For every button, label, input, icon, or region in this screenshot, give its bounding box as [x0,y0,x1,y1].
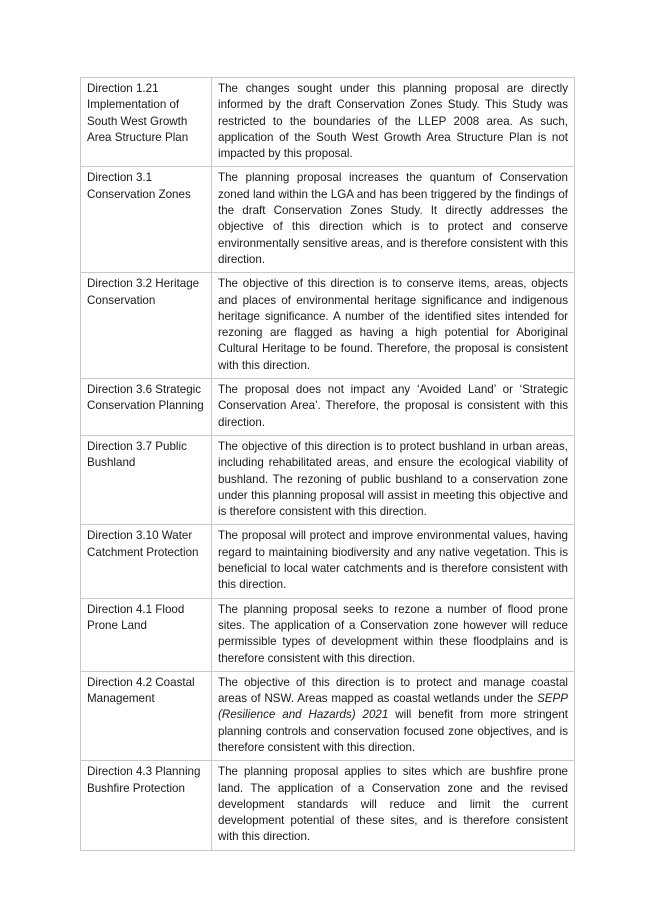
table-row [81,379,575,436]
description-text: The objective of this direction is to protect and manage coastal areas of NSW. Areas mapped as coastal wetlands under the [218,675,568,706]
direction-label: Direction 4.2 Coastal Management [81,671,212,760]
direction-label: Direction 3.7 Public Bushland [81,435,212,524]
table-row [81,525,575,598]
direction-description: The planning proposal seeks to rezone a number of flood prone sites. The application of a Conservation zone however will reduce permissible types of development within these floodplains and is therefore consistent with this direction. [212,598,575,671]
direction-label: Direction 3.10 Water Catchment Protection [81,525,212,598]
direction-description: The objective of this direction is to conserve items, areas, objects and places of environmental heritage significance and indigenous heritage significance. A number of the identified sites intended for rezoning are flagged as having a high potential for Aboriginal Cultural Heritage to be found. Therefore, the proposal is consistent with this direction. [212,273,575,379]
table-row [81,671,575,760]
sepp-reference: SEPP (Resilience and Hazards) 2021 [218,692,568,722]
ministerial-directions-table [80,77,575,851]
table-row [81,273,575,379]
direction-description: The planning proposal applies to sites which are bushfire prone land. The application of a Conservation zone and the revised development standards will reduce and limit the current development potential of these sites, and is therefore consistent with this direction. [212,761,575,850]
direction-label: Direction 4.3 Planning Bushfire Protection [81,761,212,850]
description-text: will benefit from more stringent planning controls and conservation focused zone objectives, and is therefore consistent with this direction. [218,708,568,754]
direction-label: Direction 3.6 Strategic Conservation Planning [81,379,212,436]
direction-description: The changes sought under this planning proposal are directly informed by the draft Conservation Zones Study. This Study was restricted to the boundaries of the LLEP 2008 area. As such, application of the South West Growth Area Structure Plan is not impacted by this proposal. [212,78,575,167]
direction-label: Direction 4.1 Flood Prone Land [81,598,212,671]
table-row [81,78,575,167]
document-page [80,77,574,851]
table-row [81,761,575,850]
direction-description: The proposal will protect and improve environmental values, having regard to maintaining biodiversity and any native vegetation. This is beneficial to local water catchments and is therefore consistent with this direction. [212,525,575,598]
direction-description: The proposal does not impact any ‘Avoided Land’ or ‘Strategic Conservation Area’. Therefore, the proposal is consistent with this direction. [212,379,575,436]
direction-description: The planning proposal increases the quantum of Conservation zoned land within the LGA and has been triggered by the findings of the draft Conservation Zones Study. It directly addresses the objective of this direction which is to protect and conserve environmentally sensitive areas, and is therefore consistent with this direction. [212,167,575,273]
direction-description: The objective of this direction is to protect bushland in urban areas, including rehabilitated areas, and ensure the ecological viability of bushland. The rezoning of public bushland to a conservation zone under this planning proposal will assist in meeting this objective and is therefore consistent with this direction. [212,435,575,524]
direction-label: Direction 3.2 Heritage Conservation [81,273,212,379]
direction-description [212,671,575,760]
table-row [81,598,575,671]
direction-label: Direction 1.21 Implementation of South West Growth Area Structure Plan [81,78,212,167]
table-row [81,435,575,524]
direction-label: Direction 3.1 Conservation Zones [81,167,212,273]
table-row [81,167,575,273]
